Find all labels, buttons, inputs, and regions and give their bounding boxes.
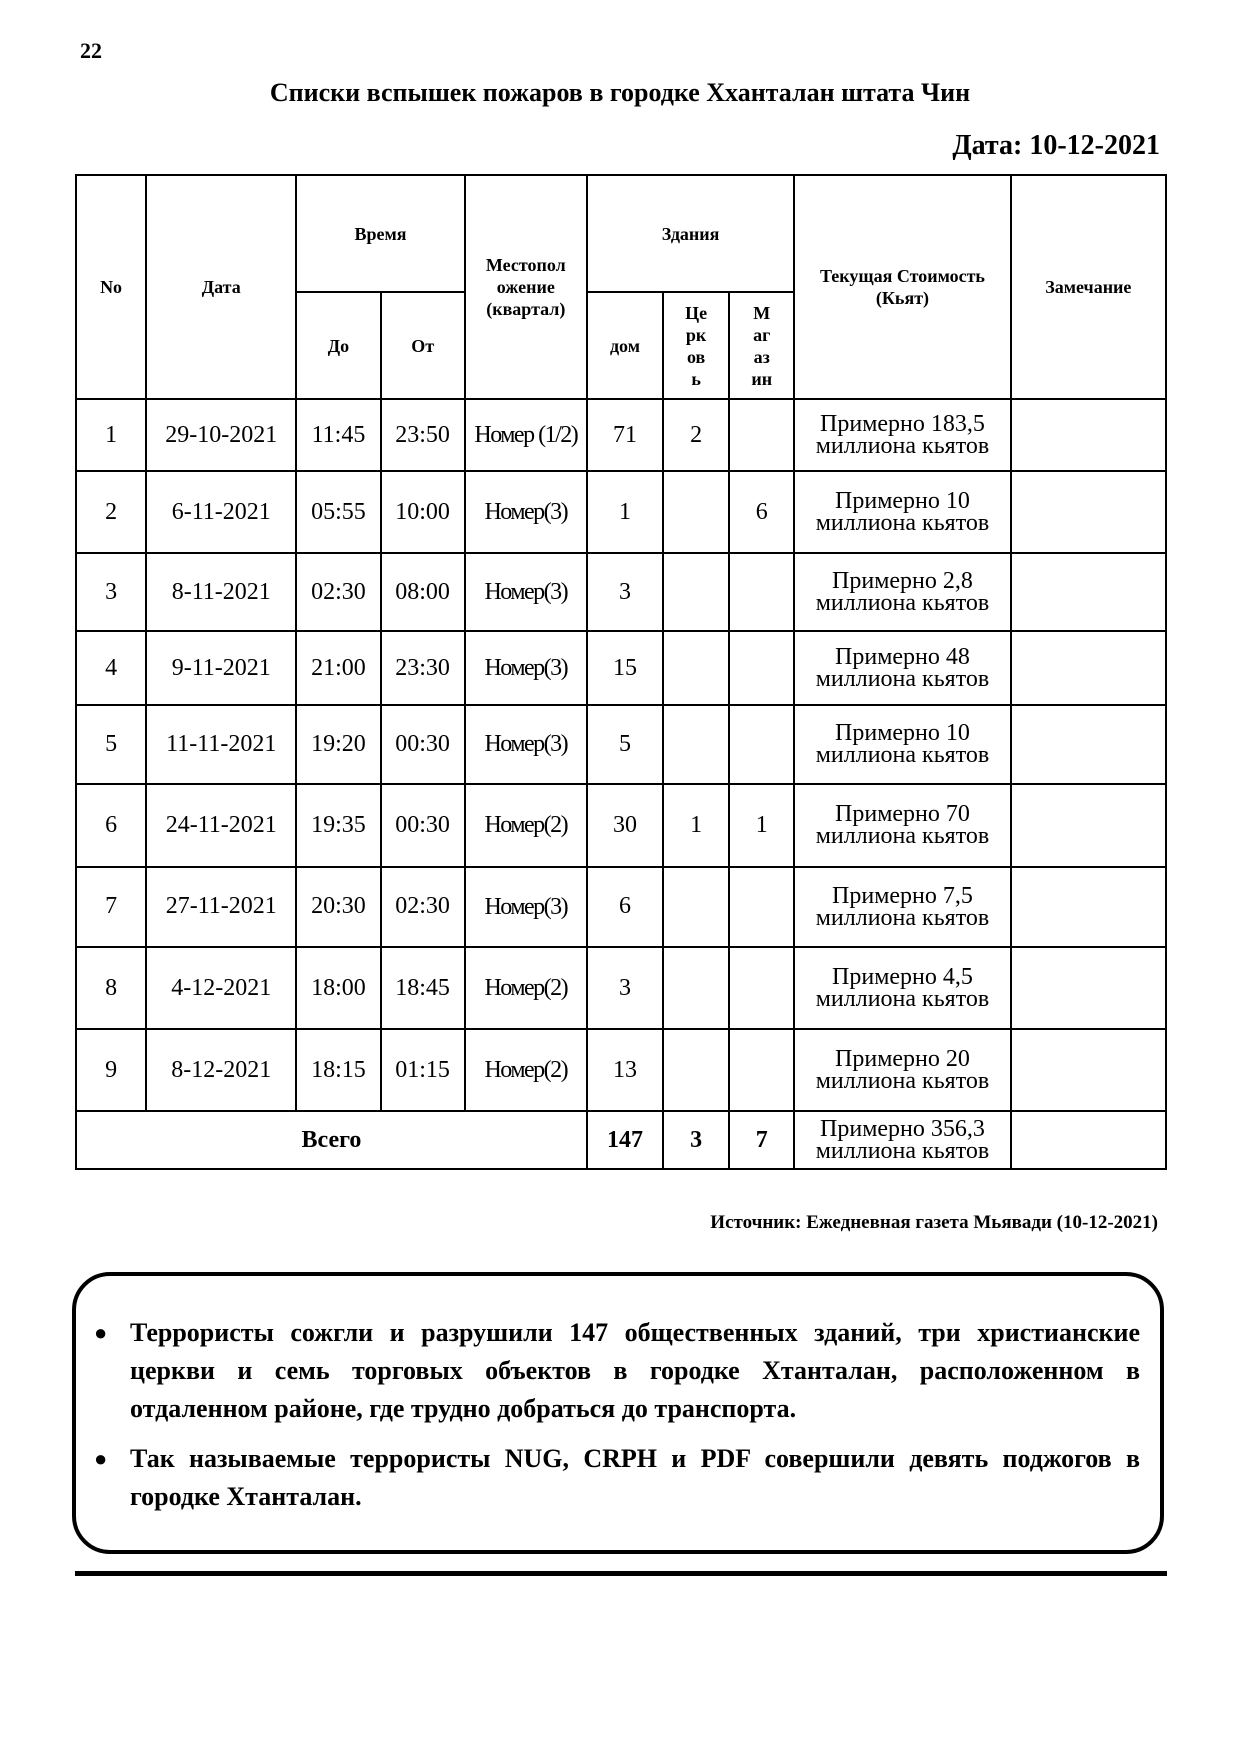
row-shop (729, 1029, 794, 1111)
row-no: 4 (76, 631, 146, 704)
row-cost-line1: Примерно 10 (835, 488, 970, 515)
row-remark (1011, 784, 1166, 866)
row-shop: 6 (729, 471, 794, 552)
row-church (663, 947, 729, 1029)
row-house: 6 (587, 867, 663, 947)
row-no: 9 (76, 1029, 146, 1111)
table-row (76, 867, 1166, 947)
row-location: Номер(2) (465, 784, 587, 866)
row-cost (794, 553, 1010, 631)
page-number: 22 (80, 38, 102, 63)
row-cost (794, 784, 1010, 866)
header-time-from: От (381, 292, 465, 399)
row-house: 5 (587, 705, 663, 784)
row-cost-line1: Примерно 10 (835, 720, 970, 747)
row-cost (794, 867, 1010, 947)
row-house: 3 (587, 553, 663, 631)
row-time-from: 02:30 (381, 867, 465, 947)
row-date: 29-10-2021 (146, 399, 296, 471)
table-row (76, 784, 1166, 866)
header-cost: Текущая Стоимость (Кьят) (794, 175, 1010, 399)
row-cost (794, 471, 1010, 552)
row-remark (1011, 947, 1166, 1029)
table-row (76, 631, 1166, 704)
fire-outbreaks-table (75, 174, 1167, 1170)
row-location: Номер(3) (465, 867, 587, 947)
row-shop (729, 553, 794, 631)
row-remark (1011, 399, 1166, 471)
row-cost-line1: Примерно 20 (835, 1046, 970, 1073)
row-remark (1011, 631, 1166, 704)
table-row (76, 399, 1166, 471)
page-title: Списки вспышек пожаров в городке Хханталан штата Чин (269, 78, 971, 107)
note-item (94, 1314, 1140, 1428)
header-no: No (76, 175, 146, 399)
header-time-to: До (296, 292, 380, 399)
row-cost-line2: миллиона кьятов (815, 590, 990, 617)
row-cost-line1: Примерно 183,5 (820, 411, 985, 438)
row-date: 9-11-2021 (146, 631, 296, 704)
total-house: 147 (587, 1111, 663, 1169)
header-time: Время (296, 175, 464, 292)
bullet-icon: ● (94, 1446, 108, 1471)
row-no: 8 (76, 947, 146, 1029)
row-date: 8-12-2021 (146, 1029, 296, 1111)
row-time-from: 01:15 (381, 1029, 465, 1111)
header-shop: М аг аз ин (729, 292, 794, 399)
row-house: 15 (587, 631, 663, 704)
header-remark: Замечание (1011, 175, 1166, 399)
row-time-from: 00:30 (381, 784, 465, 866)
source-note: Источник: Ежедневная газета Мьявади (10-12-2021) (710, 1212, 1158, 1233)
row-location: Номер (1/2) (465, 399, 587, 471)
row-cost (794, 1029, 1010, 1111)
row-church (663, 631, 729, 704)
table-row (76, 471, 1166, 552)
row-no: 3 (76, 553, 146, 631)
row-cost-line1: Примерно 4,5 (832, 964, 973, 991)
notes-box (72, 1272, 1164, 1554)
total-label: Всего (76, 1111, 587, 1169)
bullet-icon: ● (94, 1320, 108, 1345)
row-date: 24-11-2021 (146, 784, 296, 866)
row-house: 13 (587, 1029, 663, 1111)
row-cost-line2: миллиона кьятов (815, 666, 990, 692)
table-row (76, 947, 1166, 1029)
row-time-to: 19:35 (296, 784, 380, 866)
header-church: Це рк ов ь (663, 292, 729, 399)
row-shop: 1 (729, 784, 794, 866)
row-shop (729, 947, 794, 1029)
row-location: Номер(2) (465, 1029, 587, 1111)
table-row (76, 705, 1166, 784)
row-date: 4-12-2021 (146, 947, 296, 1029)
header-buildings: Здания (587, 175, 794, 292)
row-location: Номер(3) (465, 631, 587, 704)
row-time-to: 20:30 (296, 867, 380, 947)
row-church (663, 553, 729, 631)
row-no: 6 (76, 784, 146, 866)
row-church (663, 867, 729, 947)
row-time-to: 05:55 (296, 471, 380, 552)
note-text: Так называемые террористы NUG, CRPH и PDF совершили девять поджогов в городке Хтанталан. (130, 1444, 1140, 1511)
row-church: 2 (663, 399, 729, 471)
total-church: 3 (663, 1111, 729, 1169)
row-shop (729, 705, 794, 784)
row-time-to: 18:00 (296, 947, 380, 1029)
row-cost (794, 399, 1010, 471)
total-cost-line1: Примерно 356,3 (820, 1116, 985, 1142)
total-cost-line2: миллиона кьятов (815, 1138, 990, 1164)
row-time-from: 10:00 (381, 471, 465, 552)
header-house: дом (587, 292, 663, 399)
row-time-to: 18:15 (296, 1029, 380, 1111)
row-location: Номер(3) (465, 471, 587, 552)
row-time-to: 11:45 (296, 399, 380, 471)
row-remark (1011, 705, 1166, 784)
row-cost-line2: миллиона кьятов (815, 433, 990, 460)
row-cost-line1: Примерно 70 (835, 801, 970, 828)
row-house: 3 (587, 947, 663, 1029)
row-house: 71 (587, 399, 663, 471)
row-cost-line1: Примерно 2,8 (832, 568, 973, 595)
row-location: Номер(2) (465, 947, 587, 1029)
row-time-from: 00:30 (381, 705, 465, 784)
row-church: 1 (663, 784, 729, 866)
document-date: Дата: 10-12-2021 (952, 130, 1160, 161)
row-no: 1 (76, 399, 146, 471)
row-time-from: 23:30 (381, 631, 465, 704)
note-item (94, 1440, 1140, 1516)
total-remark (1011, 1111, 1166, 1169)
row-cost-line2: миллиона кьятов (815, 742, 990, 769)
total-shop: 7 (729, 1111, 794, 1169)
row-time-to: 02:30 (296, 553, 380, 631)
row-time-to: 19:20 (296, 705, 380, 784)
note-text: Террористы сожгли и разрушили 147 общественных зданий, три христианские церкви и семь торговых объектов в городке Хтанталан, расположенном в отдаленном районе, где трудно добраться до транспорта. (130, 1318, 1140, 1423)
row-no: 5 (76, 705, 146, 784)
row-remark (1011, 867, 1166, 947)
row-cost-line2: миллиона кьятов (815, 823, 990, 850)
row-time-from: 23:50 (381, 399, 465, 471)
row-cost (794, 631, 1010, 704)
row-time-from: 08:00 (381, 553, 465, 631)
row-no: 2 (76, 471, 146, 552)
row-cost (794, 705, 1010, 784)
row-cost (794, 947, 1010, 1029)
row-date: 6-11-2021 (146, 471, 296, 552)
row-date: 8-11-2021 (146, 553, 296, 631)
total-row (76, 1111, 1166, 1169)
row-cost-line1: Примерно 7,5 (832, 882, 973, 909)
header-date: Дата (146, 175, 296, 399)
table-row (76, 553, 1166, 631)
row-church (663, 471, 729, 552)
row-shop (729, 631, 794, 704)
row-date: 27-11-2021 (146, 867, 296, 947)
row-cost-line2: миллиона кьятов (815, 986, 990, 1013)
row-cost-line2: миллиона кьятов (815, 1068, 990, 1095)
row-house: 1 (587, 471, 663, 552)
row-no: 7 (76, 867, 146, 947)
row-location: Номер(3) (465, 705, 587, 784)
row-remark (1011, 1029, 1166, 1111)
row-shop (729, 867, 794, 947)
row-location: Номер(3) (465, 553, 587, 631)
row-time-to: 21:00 (296, 631, 380, 704)
bottom-rule (75, 1571, 1167, 1576)
row-church (663, 1029, 729, 1111)
header-location: Местопол ожение (квартал) (465, 175, 587, 399)
table-row (76, 1029, 1166, 1111)
row-cost-line2: миллиона кьятов (815, 904, 990, 931)
row-date: 11-11-2021 (146, 705, 296, 784)
row-remark (1011, 553, 1166, 631)
row-shop (729, 399, 794, 471)
row-church (663, 705, 729, 784)
row-house: 30 (587, 784, 663, 866)
row-cost-line2: миллиона кьятов (815, 510, 990, 537)
row-remark (1011, 471, 1166, 552)
row-time-from: 18:45 (381, 947, 465, 1029)
total-cost (794, 1111, 1010, 1169)
row-cost-line1: Примерно 48 (835, 644, 970, 670)
